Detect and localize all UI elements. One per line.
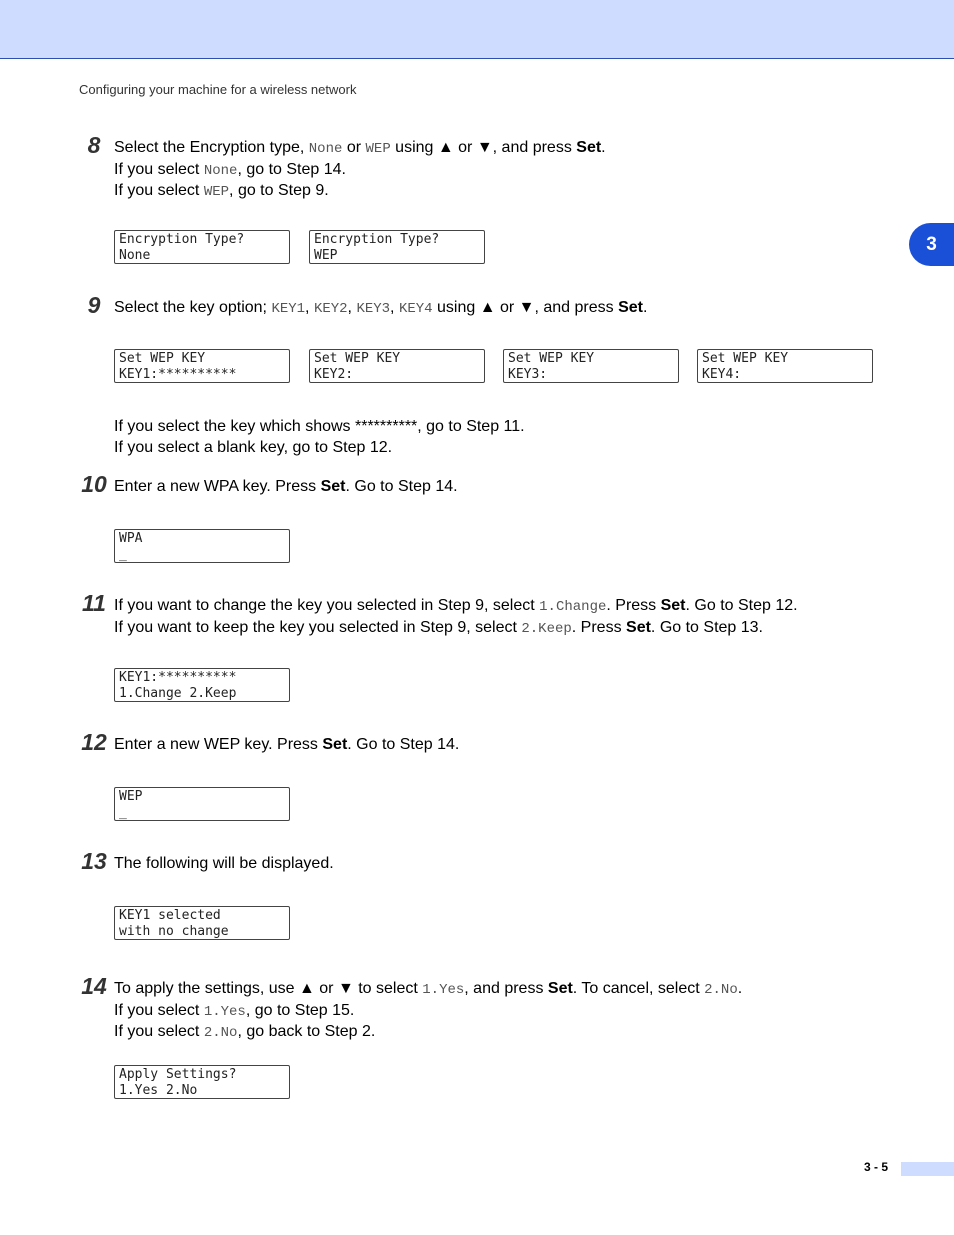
step-9-note-1: If you select the key which shows **********, go to Step 11. [114,418,525,435]
step-11-text [114,596,798,639]
step-8-line-1: Select the Encryption type, None or WEP using ▲ or ▼, and press Set. [114,139,606,157]
footer-bar [901,1162,954,1176]
lcd-display: Set WEP KEY KEY1:********** [114,349,290,383]
step-number-12: 12 [81,729,107,755]
running-title: Configuring your machine for a wireless network [79,82,357,97]
lcd-display: WEP _ [114,787,290,821]
step-9-notes [114,417,525,458]
step-number-10: 10 [81,471,107,497]
step-11-line-1: If you want to change the key you selected in Step 9, select 1.Change. Press Set. Go to Step 12. [114,597,798,615]
lcd-display: Set WEP KEY KEY3: [503,349,679,383]
step-10-line-1: Enter a new WPA key. Press Set. Go to Step 14. [114,478,458,495]
step-14-line-2: If you select 1.Yes, go to Step 15. [114,1001,355,1020]
chapter-tab: 3 [909,223,954,266]
step-8-line-2: If you select None, go to Step 14. [114,160,346,179]
lcd-display: Encryption Type? None [114,230,290,264]
step-14-text [114,979,742,1044]
step-8-text [114,138,606,203]
step-number-13: 13 [81,848,107,874]
step-12-text [114,735,459,756]
lcd-display: KEY1:********** 1.Change 2.Keep [114,668,290,702]
step-14-line-1: To apply the settings, use ▲ or ▼ to select 1.Yes, and press Set. To cancel, select 2.No. [114,980,743,998]
step-9-line-1: Select the key option; KEY1, KEY2, KEY3, KEY4 using ▲ or ▼, and press Set. [114,299,648,317]
lcd-display: KEY1 selected with no change [114,906,290,940]
lcd-display: WPA _ [114,529,290,563]
step-9-note-2: If you select a blank key, go to Step 12. [114,438,393,456]
header-band [0,0,954,59]
step-12-line-1: Enter a new WEP key. Press Set. Go to Step 14. [114,736,460,753]
step-number-9: 9 [87,292,101,318]
lcd-display: Set WEP KEY KEY2: [309,349,485,383]
page-number: 3 - 5 [864,1160,889,1174]
step-9-text [114,298,647,320]
step-8-line-3: If you select WEP, go to Step 9. [114,182,329,200]
step-13-text: The following will be displayed. [114,855,334,872]
lcd-display: Encryption Type? WEP [309,230,485,264]
step-14-line-3: If you select 2.No, go back to Step 2. [114,1023,376,1041]
lcd-display: Set WEP KEY KEY4: [697,349,873,383]
lcd-display: Apply Settings? 1.Yes 2.No [114,1065,290,1099]
step-11-line-2: If you want to keep the key you selected in Step 9, select 2.Keep. Press Set. Go to Step 13. [114,618,763,637]
step-number-14: 14 [81,973,107,999]
step-number-11: 11 [82,590,106,616]
step-number-8: 8 [87,132,101,158]
step-10-text [114,477,458,498]
